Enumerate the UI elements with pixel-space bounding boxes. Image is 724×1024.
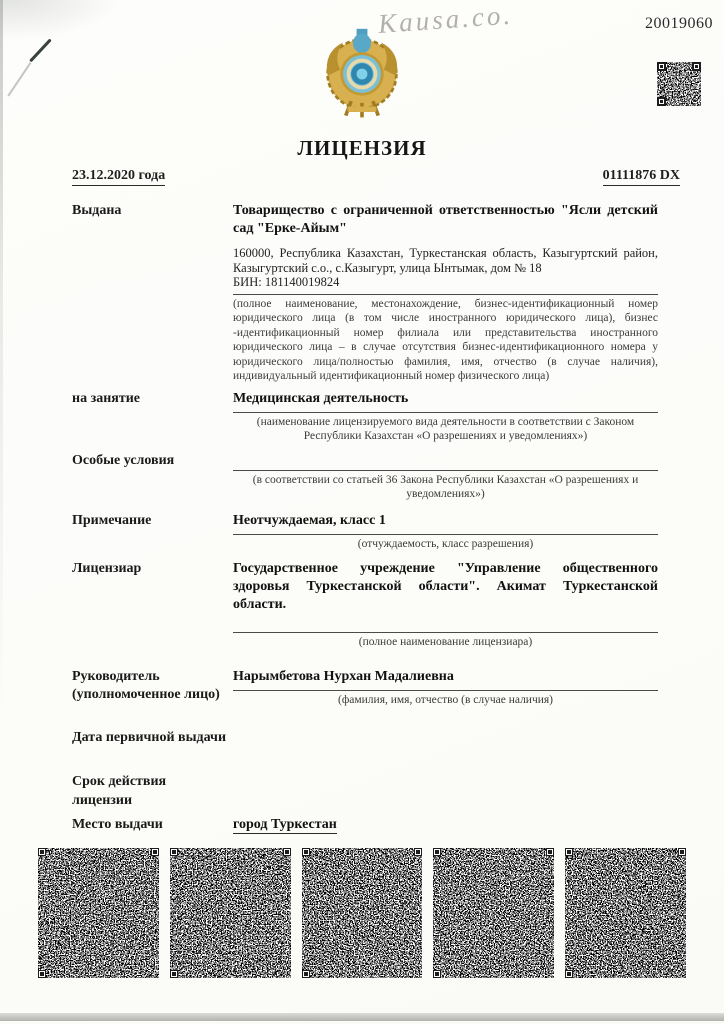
licensee-name: Товарищество с ограниченной ответственностью "Ясли детский сад "Ерке-Айым" — [233, 203, 658, 237]
licensee-bin: БИН: 181140019824 — [233, 275, 340, 290]
barcode-block — [170, 848, 291, 978]
barcode-block — [565, 848, 686, 978]
barcode-finder-icon — [170, 970, 178, 978]
section-special-conditions — [72, 452, 680, 502]
field-label: Место выдачи — [72, 816, 163, 832]
section-activity — [72, 390, 680, 444]
barcode-finder-icon — [433, 848, 441, 856]
field-caption: (полное наименование, местонахождение, бизнес-идентификационный номер юридического лица (в том числе иностранного юридического лица), бизнес -идентификационный номер филиала или представительства иностранного юридического лица – в случае отсутствия бизнес-идентификационного номера у юридического лица/полностью фамилия, имя, отчество (в случае наличия), индивидуальный идентификационный номер физического лица) — [233, 297, 658, 383]
field-label: Руководитель (уполномоченное лицо) — [72, 668, 220, 702]
field-label: на занятие — [72, 390, 140, 406]
field-label: Лицензиар — [72, 560, 142, 576]
handwritten-note: Kausa.co. — [377, 0, 514, 39]
qr-finder-icon — [657, 62, 666, 71]
field-label: Дата первичной выдачи — [72, 730, 227, 746]
field-caption: (в соответствии со статьей 36 Закона Республики Казахстан «О разрешениях и уведомлениях») — [252, 473, 639, 501]
section-first-issue-date — [72, 729, 680, 747]
licensee-address: 160000, Республика Казахстан, Туркестанская область, Казыгуртский район, Казыгуртский с.о., с.Казыгурт, улица Ынтымак, дом № 18 — [233, 246, 658, 275]
field-rule — [233, 294, 658, 295]
section-note — [72, 512, 680, 552]
issue-date: 23.12.2020 года — [72, 168, 165, 186]
barcode-finder-icon — [414, 848, 422, 856]
qr-code — [657, 62, 701, 106]
barcode-finder-icon — [38, 970, 46, 978]
section-issue-place — [72, 816, 680, 834]
date-row — [72, 168, 680, 186]
scan-hairline-faint — [7, 62, 31, 96]
document-body — [72, 168, 680, 834]
section-validity — [72, 773, 680, 809]
field-rule — [233, 470, 658, 471]
field-rule — [233, 412, 658, 413]
qr-finder-icon — [657, 97, 666, 106]
barcode-finder-icon — [302, 970, 310, 978]
barcode-finder-icon — [546, 848, 554, 856]
licensor-value: Государственное учреждение "Управление общественного здоровья Туркестанской области". Акимат Туркестанской области. — [233, 560, 658, 612]
scan-bottom-edge — [0, 1013, 724, 1021]
field-caption: (полное наименование лицензиара) — [358, 636, 533, 649]
field-rule — [233, 690, 658, 691]
field-rule — [233, 534, 658, 535]
barcode-finder-icon — [565, 970, 573, 978]
field-caption: (фамилия, имя, отчество (в случае наличия) — [337, 693, 554, 706]
section-issued — [72, 202, 680, 384]
field-caption: (отчуждаемость, класс разрешения) — [357, 538, 534, 551]
barcode-strip — [38, 848, 686, 978]
barcode-finder-icon — [302, 848, 310, 856]
field-label: Выдана — [72, 203, 122, 218]
activity-value: Медицинская деятельность — [233, 390, 409, 406]
scan-smudge — [0, 0, 120, 40]
scan-number: 20019060 — [645, 15, 713, 32]
section-head — [72, 668, 680, 708]
issue-place-value: город Туркестан — [233, 816, 337, 832]
field-label: Примечание — [72, 512, 152, 528]
barcode-finder-icon — [565, 848, 573, 856]
barcode-block — [302, 848, 423, 978]
field-label: Срок действия лицензии — [72, 774, 167, 808]
barcode-block — [38, 848, 159, 978]
barcode-finder-icon — [433, 970, 441, 978]
barcode-block — [433, 848, 554, 978]
scan-left-edge — [0, 0, 3, 720]
field-rule — [233, 632, 658, 633]
barcode-finder-icon — [678, 848, 686, 856]
note-value: Неотчуждаемая, класс 1 — [233, 512, 386, 528]
field-caption: (наименование лицензируемого вида деятельности в соответствии с Законом Республики Казахстан «О разрешениях и уведомлениях») — [256, 415, 635, 443]
section-licensor — [72, 560, 680, 650]
barcode-finder-icon — [170, 848, 178, 856]
kazakhstan-coat-of-arms-icon — [315, 27, 409, 121]
document-title: ЛИЦЕНЗИЯ — [297, 136, 427, 160]
field-label: Особые условия — [72, 452, 175, 468]
qr-finder-icon — [692, 62, 701, 71]
barcode-finder-icon — [283, 848, 291, 856]
barcode-finder-icon — [38, 848, 46, 856]
scan-hairline — [29, 38, 51, 62]
barcode-finder-icon — [151, 848, 159, 856]
license-number: 01111876 DX — [603, 168, 680, 186]
head-name: Нарымбетова Нурхан Мадалиевна — [233, 668, 454, 684]
